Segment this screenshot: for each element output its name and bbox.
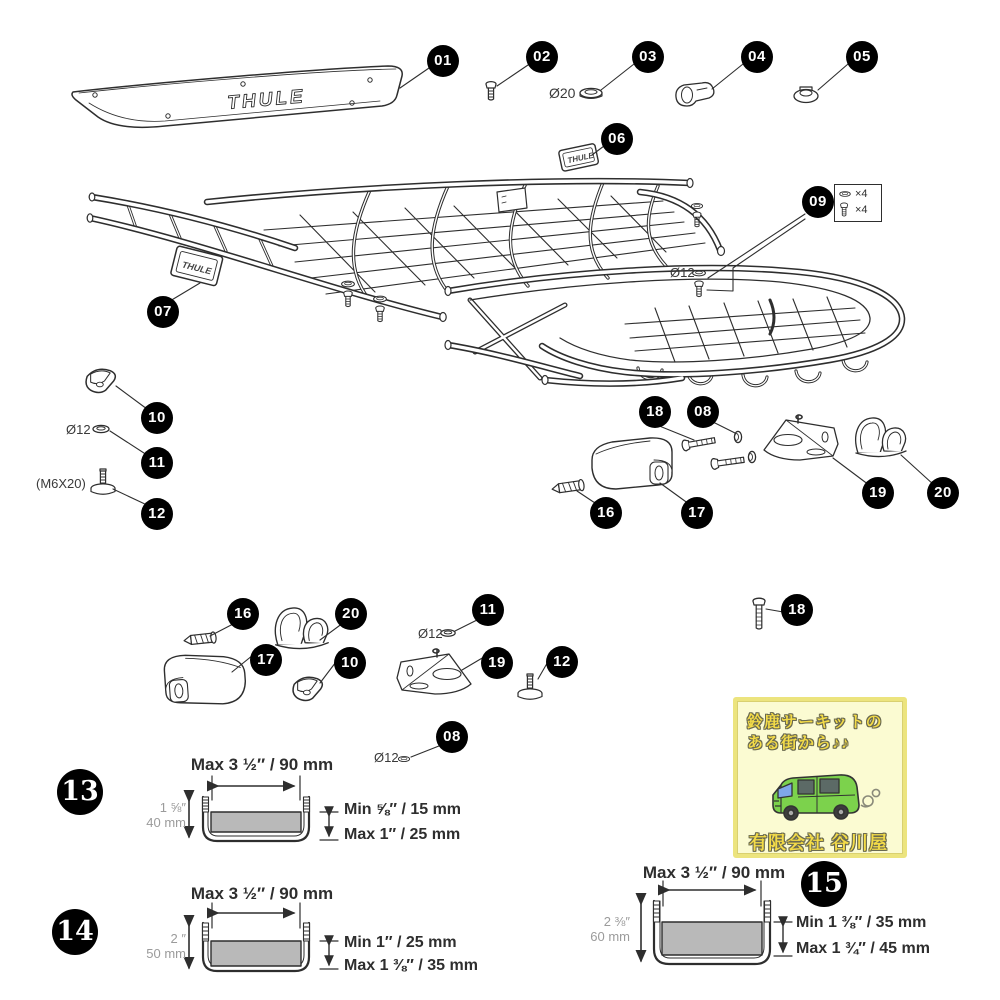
- label-dia12-09group: Ø12: [670, 265, 695, 280]
- dim15-side-inches: 2 ⅜″: [603, 914, 630, 929]
- callout-13: 13: [57, 769, 103, 815]
- hardware-qty-screw-row: [838, 202, 878, 218]
- leader-lines: [110, 64, 934, 757]
- callout-05: 05: [846, 41, 878, 73]
- dim-diagram-13: [189, 776, 338, 841]
- washer-qty: ×4: [855, 188, 868, 200]
- callout-16-mid: 16: [590, 497, 622, 529]
- thule-logo-badge-06: THULE: [566, 150, 595, 166]
- callout-14: 14: [52, 909, 98, 955]
- callout-11-low: 11: [472, 594, 504, 626]
- callout-12: 12: [141, 498, 173, 530]
- van-illustration: [755, 753, 895, 823]
- thule-logo-fairing: THULE: [226, 86, 307, 114]
- dim15-side-label: [570, 914, 630, 944]
- dim13-side-label: [126, 800, 186, 830]
- callout-19-low: 19: [481, 647, 513, 679]
- part-11-low: [441, 630, 455, 636]
- extension-basket-drawing: [445, 268, 902, 386]
- part-11-drawing: [93, 425, 109, 432]
- thule-logo-badge-07: THULE: [180, 259, 213, 277]
- dim-diagram-14: [189, 903, 338, 971]
- part-02-screw: [486, 82, 496, 100]
- dim15-min: Min 1 ⅜″ / 35 mm: [796, 914, 927, 931]
- part-16-low: [184, 632, 217, 646]
- callout-15: 15: [801, 861, 847, 907]
- shop-sticker: [733, 697, 907, 858]
- callout-09: 09: [802, 186, 834, 218]
- screw-qty: ×4: [855, 204, 868, 216]
- label-dia12-lower08: Ø12: [374, 750, 399, 765]
- part-04-clip: [676, 83, 714, 106]
- dim15-max: Max 1 ¾″ / 45 mm: [796, 940, 930, 957]
- callout-18-low: 18: [781, 594, 813, 626]
- dim15-side-mm: 60 mm: [590, 929, 630, 944]
- dim13-min: Min ⅝″ / 15 mm: [344, 801, 462, 818]
- callout-03: 03: [632, 41, 664, 73]
- screw-icon: [838, 202, 852, 218]
- dim15-max-width: Max 3 ½″ / 90 mm: [642, 863, 786, 882]
- callout-08-low: 08: [436, 721, 468, 753]
- part-05-nut: [794, 87, 818, 103]
- callout-20-mid: 20: [927, 477, 959, 509]
- dim14-max: Max 1 ⅜″ / 35 mm: [344, 957, 478, 974]
- label-dia12-left: Ø12: [66, 422, 91, 437]
- dim13-side-inches: 1 ⅝″: [159, 800, 186, 815]
- part-03-washer: [580, 88, 602, 98]
- callout-08-mid: 08: [687, 396, 719, 428]
- dim14-max-width: Max 3 ½″ / 90 mm: [190, 884, 334, 903]
- callout-10-low: 10: [334, 647, 366, 679]
- label-m6x20: (M6X20): [36, 476, 86, 491]
- callout-02: 02: [526, 41, 558, 73]
- dim14-side-inches: 2 ″: [170, 931, 186, 946]
- callout-12-low: 12: [546, 646, 578, 678]
- callout-17-mid: 17: [681, 497, 713, 529]
- callout-19-mid: 19: [862, 477, 894, 509]
- dim14-min: Min 1″ / 25 mm: [344, 934, 457, 951]
- callout-17-low: 17: [250, 644, 282, 676]
- sticker-line1: 鈴鹿サーキットの: [747, 714, 883, 731]
- callout-16-low: 16: [227, 598, 259, 630]
- sticker-company: 有限会社 谷川屋: [749, 833, 889, 853]
- label-dia20: Ø20: [549, 85, 576, 101]
- hardware-qty-washer-row: [838, 188, 878, 200]
- part-19-mid: [764, 415, 838, 460]
- dim14-side-mm: 50 mm: [146, 946, 186, 961]
- callout-07: 07: [147, 296, 179, 328]
- washer-icon: [838, 189, 852, 199]
- part-18-bolt-b: [710, 454, 744, 469]
- sticker-line2: ある街から♪♪: [747, 735, 851, 752]
- dim13-max-width: Max 3 ½″ / 90 mm: [190, 755, 334, 774]
- callout-10: 10: [141, 402, 173, 434]
- part-20-low: [275, 608, 328, 649]
- part-10-low: [293, 677, 322, 700]
- dim13-side-mm: 40 mm: [146, 815, 186, 830]
- part-18-low: [753, 598, 765, 629]
- part-08-low: [398, 756, 409, 761]
- dim13-max: Max 1″ / 25 mm: [344, 826, 461, 843]
- label-dia12-lower11: Ø12: [418, 626, 443, 641]
- callout-04: 04: [741, 41, 773, 73]
- part-17-low: [163, 651, 246, 708]
- callout-01: 01: [427, 45, 459, 77]
- callout-06: 06: [601, 123, 633, 155]
- part-19-low: [397, 649, 471, 694]
- part-17-mid: [592, 438, 672, 489]
- part-08-washer-b: [748, 451, 755, 462]
- part-06-badge: [558, 143, 599, 171]
- callout-20-low: 20: [335, 598, 367, 630]
- hardware-qty-box: [834, 184, 882, 222]
- fairing-drawing: [72, 66, 402, 127]
- callout-18-mid: 18: [639, 396, 671, 428]
- part-20-mid: [856, 418, 906, 457]
- dim-diagram-15: [641, 881, 792, 964]
- part-10-drawing: [86, 369, 115, 392]
- dim14-side-label: [126, 931, 186, 961]
- part-12-drawing: [91, 469, 115, 494]
- callout-11: 11: [141, 447, 173, 479]
